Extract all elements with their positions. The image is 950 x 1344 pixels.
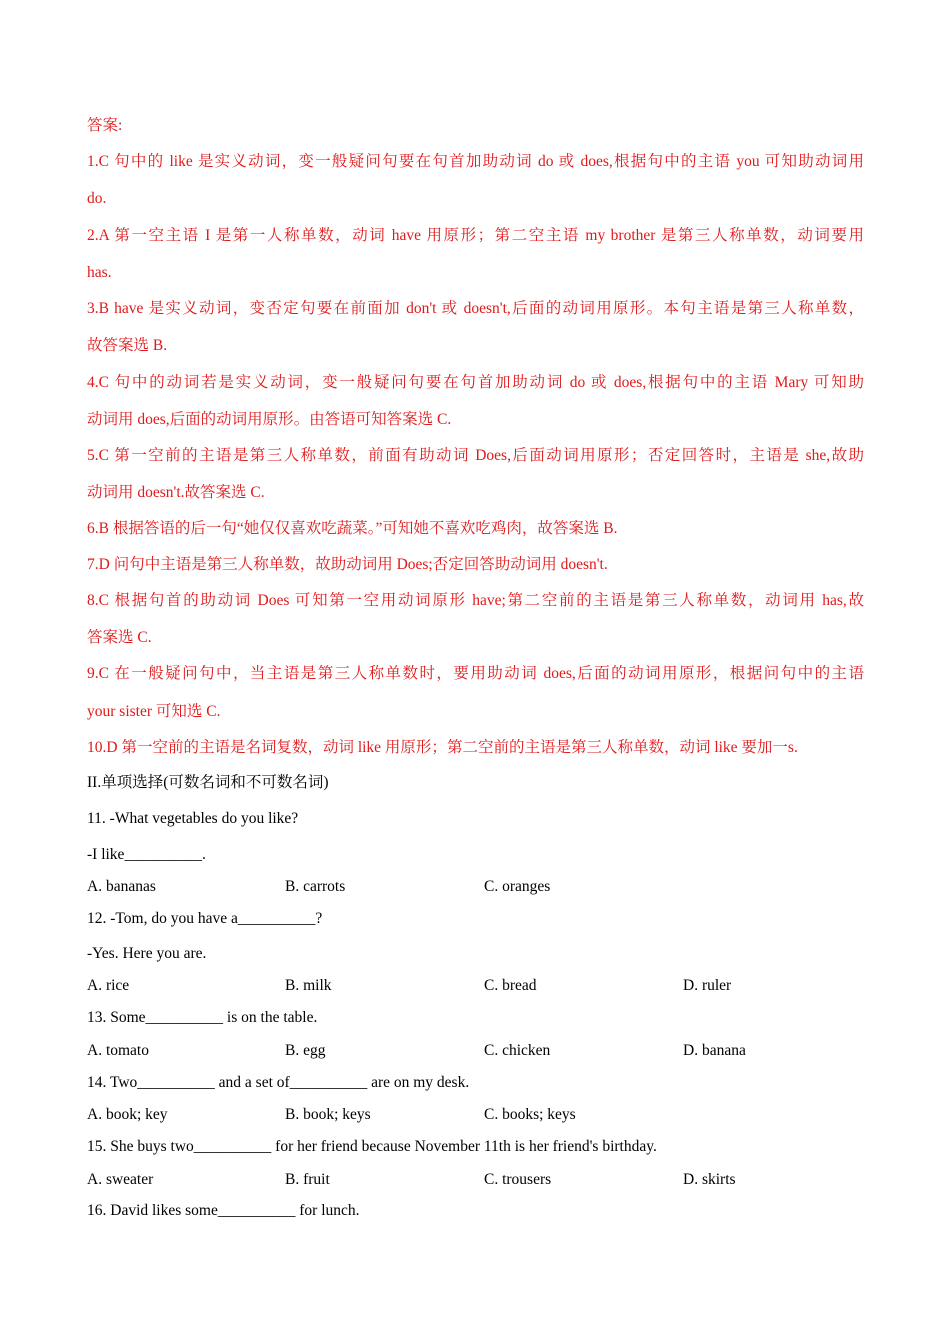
- question-15-option-d[interactable]: D. skirts: [683, 1171, 736, 1188]
- question-13-option-b[interactable]: B. egg: [285, 1042, 326, 1059]
- answer-line-2: do.: [87, 190, 107, 207]
- answers-heading: 答案:: [87, 117, 123, 134]
- question-12-option-d[interactable]: D. ruler: [683, 977, 732, 994]
- question-13-stem: 13. Some__________ is on the table.: [87, 1009, 318, 1026]
- section-title: II.单项选择(可数名词和不可数名词): [87, 774, 329, 791]
- answer-line-1: 1.C 句中的 like 是实义动词，变一般疑问句要在句首加助动词 do 或 does,根据句中的主语 you 可知助动词用: [87, 153, 864, 170]
- answer-line-14: 答案选 C.: [87, 629, 152, 646]
- answer-line-12: 7.D 问句中主语是第三人称单数，故助动词用 Does;否定回答助动词用 doesn't.: [87, 556, 608, 573]
- answer-line-9: 5.C 第一空前的主语是第三人称单数，前面有助动词 Does,后面动词用原形；否定回答时，主语是 she,故助: [87, 447, 864, 464]
- question-13-option-a[interactable]: A. tomato: [87, 1042, 149, 1059]
- question-11-reply: -I like__________.: [87, 846, 206, 863]
- question-14-option-a[interactable]: A. book; key: [87, 1106, 168, 1123]
- question-15-stem: 15. She buys two__________ for her friend because November 11th is her friend's birthday.: [87, 1138, 657, 1155]
- question-12-reply: -Yes. Here you are.: [87, 945, 207, 962]
- question-15-option-c[interactable]: C. trousers: [484, 1171, 552, 1188]
- answer-line-13: 8.C 根据句首的助动词 Does 可知第一空用动词原形 have;第二空前的主语是第三人称单数，动词用 has,故: [87, 592, 864, 609]
- answer-line-5: 3.B have 是实义动词，变否定句要在前面加 don't 或 doesn't,后面的动词用原形。本句主语是第三人称单数，: [87, 300, 864, 317]
- question-12-stem: 12. -Tom, do you have a__________?: [87, 910, 323, 927]
- answer-line-10: 动词用 doesn't.故答案选 C.: [87, 484, 265, 501]
- question-11-option-b[interactable]: B. carrots: [285, 878, 346, 895]
- question-15-option-b[interactable]: B. fruit: [285, 1171, 330, 1188]
- question-13-option-c[interactable]: C. chicken: [484, 1042, 551, 1059]
- answer-line-7: 4.C 句中的动词若是实义动词，变一般疑问句要在句首加助动词 do 或 does,根据句中的主语 Mary 可知助: [87, 374, 864, 391]
- question-13-option-d[interactable]: D. banana: [683, 1042, 746, 1059]
- question-12-option-b[interactable]: B. milk: [285, 977, 332, 994]
- question-11-option-c[interactable]: C. oranges: [484, 878, 551, 895]
- answer-line-15: 9.C 在一般疑问句中，当主语是第三人称单数时，要用助动词 does,后面的动词用原形，根据问句中的主语: [87, 665, 864, 682]
- answer-line-17: 10.D 第一空前的主语是名词复数，动词 like 用原形；第二空前的主语是第三人称单数，动词 like 要加一s.: [87, 739, 798, 756]
- answer-line-11: 6.B 根据答语的后一句“她仅仅喜欢吃蔬菜。”可知她不喜欢吃鸡肉，故答案选 B.: [87, 520, 618, 537]
- answer-line-8: 动词用 does,后面的动词用原形。由答语可知答案选 C.: [87, 411, 452, 428]
- question-16-stem: 16. David likes some__________ for lunch.: [87, 1202, 360, 1219]
- question-12-option-c[interactable]: C. bread: [484, 977, 537, 994]
- question-15-option-a[interactable]: A. sweater: [87, 1171, 154, 1188]
- question-14-stem: 14. Two__________ and a set of__________ are on my desk.: [87, 1074, 470, 1091]
- answer-line-3: 2.A 第一空主语 I 是第一人称单数，动词 have 用原形；第二空主语 my brother 是第三人称单数，动词要用: [87, 227, 864, 244]
- answer-line-16: your sister 可知选 C.: [87, 703, 221, 720]
- answer-line-4: has.: [87, 264, 112, 281]
- question-12-option-a[interactable]: A. rice: [87, 977, 130, 994]
- question-11-stem: 11. -What vegetables do you like?: [87, 810, 299, 827]
- question-14-option-b[interactable]: B. book; keys: [285, 1106, 371, 1123]
- answer-line-6: 故答案选 B.: [87, 337, 168, 354]
- question-14-option-c[interactable]: C. books; keys: [484, 1106, 576, 1123]
- question-11-option-a[interactable]: A. bananas: [87, 878, 156, 895]
